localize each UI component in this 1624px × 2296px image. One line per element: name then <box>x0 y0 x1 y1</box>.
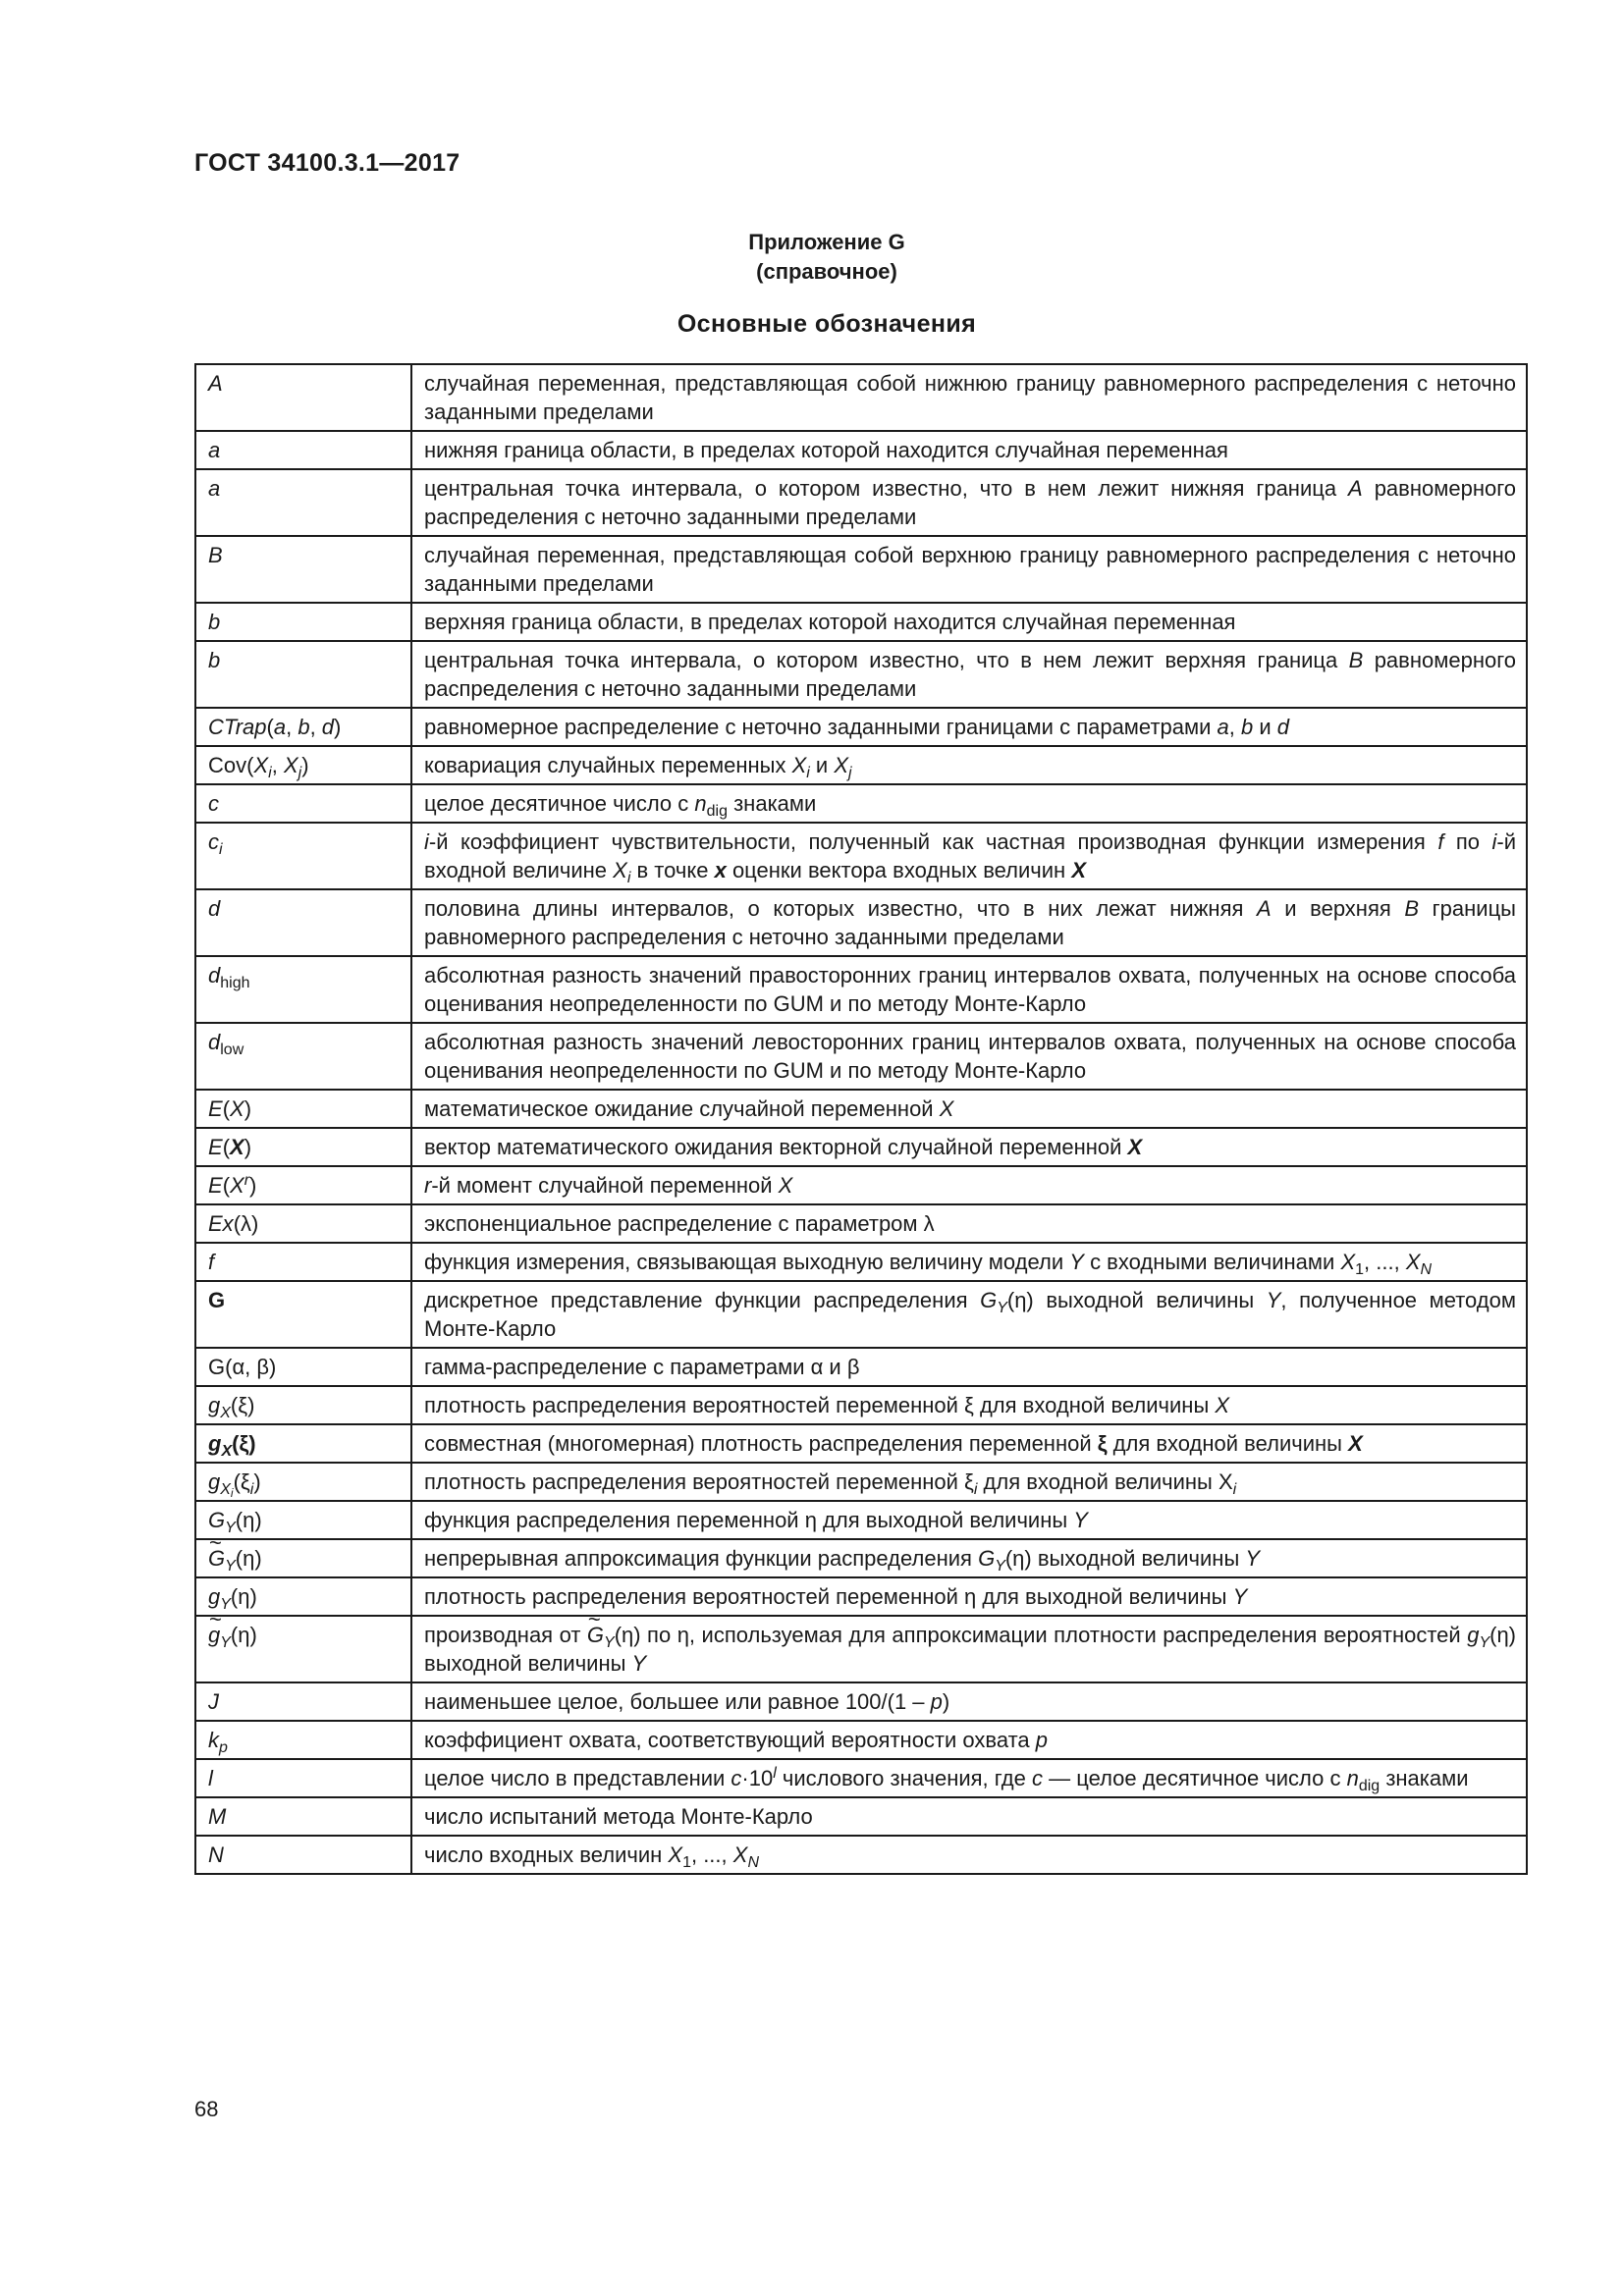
appendix-label: Приложение G <box>748 230 905 254</box>
definition-cell: математическое ожидание случайной переменной X <box>411 1090 1527 1128</box>
appendix-type: (справочное) <box>756 259 897 284</box>
definition-cell: центральная точка интервала, о котором известно, что в нем лежит верхняя граница B равномерного распределения с неточно заданными пределами <box>411 641 1527 708</box>
table-row <box>195 784 1527 823</box>
symbol-cell: $c_i$ <box>195 823 411 889</box>
symbol-cell: l <box>195 1759 411 1797</box>
section-title: Основные обозначения <box>677 310 977 338</box>
symbol-cell: $g_{X_i}(\xi_i)$ <box>195 1463 411 1501</box>
appendix-heading <box>0 228 1624 287</box>
symbol-cell: J <box>195 1682 411 1721</box>
definition-cell: число испытаний метода Монте-Карло <box>411 1797 1527 1836</box>
table-row <box>195 1682 1527 1721</box>
symbol-cell: CTrap(a, b, d) <box>195 708 411 746</box>
table-row <box>195 889 1527 956</box>
table-row <box>195 1023 1527 1090</box>
definition-cell: i-й коэффициент чувствительности, полученный как частная производная функции измерения f по i-й входной величине $X_i$ в точке x оценки вектора входных величин X <box>411 823 1527 889</box>
definition-cell: функция распределения переменной η для выходной величины Y <box>411 1501 1527 1539</box>
definition-cell: плотность распределения вероятностей переменной $\xi_i$ для входной величины $X_i$ <box>411 1463 1527 1501</box>
table-row <box>195 1616 1527 1682</box>
symbols-table <box>194 363 1528 1875</box>
definition-cell: абсолютная разность значений левосторонних границ интервалов охвата, полученных на основе способа оценивания неопределенности по GUM и по методу Монте-Карло <box>411 1023 1527 1090</box>
symbol-cell: b <box>195 603 411 641</box>
definition-cell: вектор математического ожидания векторной случайной переменной X <box>411 1128 1527 1166</box>
definition-cell: экспоненциальное распределение с параметром λ <box>411 1204 1527 1243</box>
definition-cell: число входных величин $X_1$, ..., $X_N$ <box>411 1836 1527 1874</box>
definition-cell: абсолютная разность значений правосторонних границ интервалов охвата, полученных на основе способа оценивания неопределенности по GUM и по методу Монте-Карло <box>411 956 1527 1023</box>
symbol-cell: $d_{high}$ <box>195 956 411 1023</box>
table-row <box>195 956 1527 1023</box>
table-row <box>195 823 1527 889</box>
definition-cell: верхняя граница области, в пределах которой находится случайная переменная <box>411 603 1527 641</box>
symbol-cell: $g_X(\xi)$ <box>195 1386 411 1424</box>
definition-cell: наименьшее целое, большее или равное 100/(1 – p) <box>411 1682 1527 1721</box>
table-row <box>195 1243 1527 1281</box>
table-row <box>195 1166 1527 1204</box>
table-row <box>195 1797 1527 1836</box>
symbol-cell: $g_Y(\eta)$ <box>195 1577 411 1616</box>
symbol-cell: $g_X(\xi)$ <box>195 1424 411 1463</box>
symbol-cell: ~ $g_Y(\eta)$ <box>195 1616 411 1682</box>
definition-cell: целое десятичное число с $n_{dig}$ знаками <box>411 784 1527 823</box>
table-row <box>195 364 1527 431</box>
symbol-cell: G <box>195 1281 411 1348</box>
symbol-cell: $G_Y(\eta)$ <box>195 1501 411 1539</box>
table-row <box>195 1424 1527 1463</box>
page-number: 68 <box>194 2097 219 2121</box>
table-row <box>195 708 1527 746</box>
table-row <box>195 1204 1527 1243</box>
table-row <box>195 469 1527 536</box>
symbol-cell: M <box>195 1797 411 1836</box>
definition-cell: плотность распределения вероятностей переменной ξ для входной величины X <box>411 1386 1527 1424</box>
table-row <box>195 1348 1527 1386</box>
symbol-cell: ~ $G_Y(\eta)$ <box>195 1539 411 1577</box>
table-row <box>195 1836 1527 1874</box>
symbol-cell: d <box>195 889 411 956</box>
table-row <box>195 641 1527 708</box>
document-code: ГОСТ 34100.3.1—2017 <box>194 149 460 177</box>
symbol-cell: A <box>195 364 411 431</box>
table-row <box>195 1539 1527 1577</box>
symbol-cell: $E(X^r)$ <box>195 1166 411 1204</box>
table-row <box>195 1281 1527 1348</box>
definition-cell: половина длины интервалов, о которых известно, что в них лежат нижняя A и верхняя B границы равномерного распределения с неточно заданными пределами <box>411 889 1527 956</box>
definition-cell: непрерывная аппроксимация функции распределения $G_Y(\eta)$ выходной величины Y <box>411 1539 1527 1577</box>
symbol-cell: E(X) <box>195 1090 411 1128</box>
definition-cell: r-й момент случайной переменной X <box>411 1166 1527 1204</box>
symbol-cell: a <box>195 469 411 536</box>
table-row <box>195 1128 1527 1166</box>
symbol-cell: $Cov(X_i$, $X_j$) <box>195 746 411 784</box>
definition-cell: случайная переменная, представляющая собой верхнюю границу равномерного распределения с неточно заданными пределами <box>411 536 1527 603</box>
symbol-cell: f <box>195 1243 411 1281</box>
definition-cell: функция измерения, связывающая выходную величину модели Y с входными величинами $X_1$, ..., $X_N$ <box>411 1243 1527 1281</box>
table-row <box>195 1577 1527 1616</box>
symbol-cell: a <box>195 431 411 469</box>
definition-cell: случайная переменная, представляющая собой нижнюю границу равномерного распределения с неточно заданными пределами <box>411 364 1527 431</box>
definition-cell: ковариация случайных переменных $X_i$ и $X_j$ <box>411 746 1527 784</box>
table-row <box>195 1501 1527 1539</box>
symbol-cell: $k_p$ <box>195 1721 411 1759</box>
definition-cell: коэффициент охвата, соответствующий вероятности охвата p <box>411 1721 1527 1759</box>
symbol-cell: Ex(λ) <box>195 1204 411 1243</box>
table-row <box>195 746 1527 784</box>
definition-cell: центральная точка интервала, о котором известно, что в нем лежит нижняя граница A равномерного распределения с неточно заданными пределами <box>411 469 1527 536</box>
definition-cell: производная от ~ $G_Y(\eta)$ по η, используемая для аппроксимации плотности распределения вероятностей $g_Y(\eta)$ выходной величины Y <box>411 1616 1527 1682</box>
symbol-cell: N <box>195 1836 411 1874</box>
symbol-cell: G(α, β) <box>195 1348 411 1386</box>
table-row <box>195 1463 1527 1501</box>
symbol-cell: b <box>195 641 411 708</box>
symbol-cell: B <box>195 536 411 603</box>
definition-cell: нижняя граница области, в пределах которой находится случайная переменная <box>411 431 1527 469</box>
table-row <box>195 1759 1527 1797</box>
definition-cell: плотность распределения вероятностей переменной η для выходной величины Y <box>411 1577 1527 1616</box>
definition-cell: целое число в представлении $c\cdot 10^l$ числового значения, где c — целое десятичное число с $n_{dig}$ знаками <box>411 1759 1527 1797</box>
definition-cell: совместная (многомерная) плотность распределения переменной ξ для входной величины X <box>411 1424 1527 1463</box>
table-row <box>195 1386 1527 1424</box>
symbol-cell: c <box>195 784 411 823</box>
table-row <box>195 431 1527 469</box>
definition-cell: дискретное представление функции распределения $G_Y(\eta)$ выходной величины Y, полученное методом Монте-Карло <box>411 1281 1527 1348</box>
symbol-cell: $d_{low}$ <box>195 1023 411 1090</box>
symbol-cell: E(X) <box>195 1128 411 1166</box>
table-row <box>195 1090 1527 1128</box>
table-row <box>195 1721 1527 1759</box>
table-row <box>195 536 1527 603</box>
definition-cell: гамма-распределение с параметрами α и β <box>411 1348 1527 1386</box>
table-row <box>195 603 1527 641</box>
definition-cell: равномерное распределение с неточно заданными границами с параметрами a, b и d <box>411 708 1527 746</box>
